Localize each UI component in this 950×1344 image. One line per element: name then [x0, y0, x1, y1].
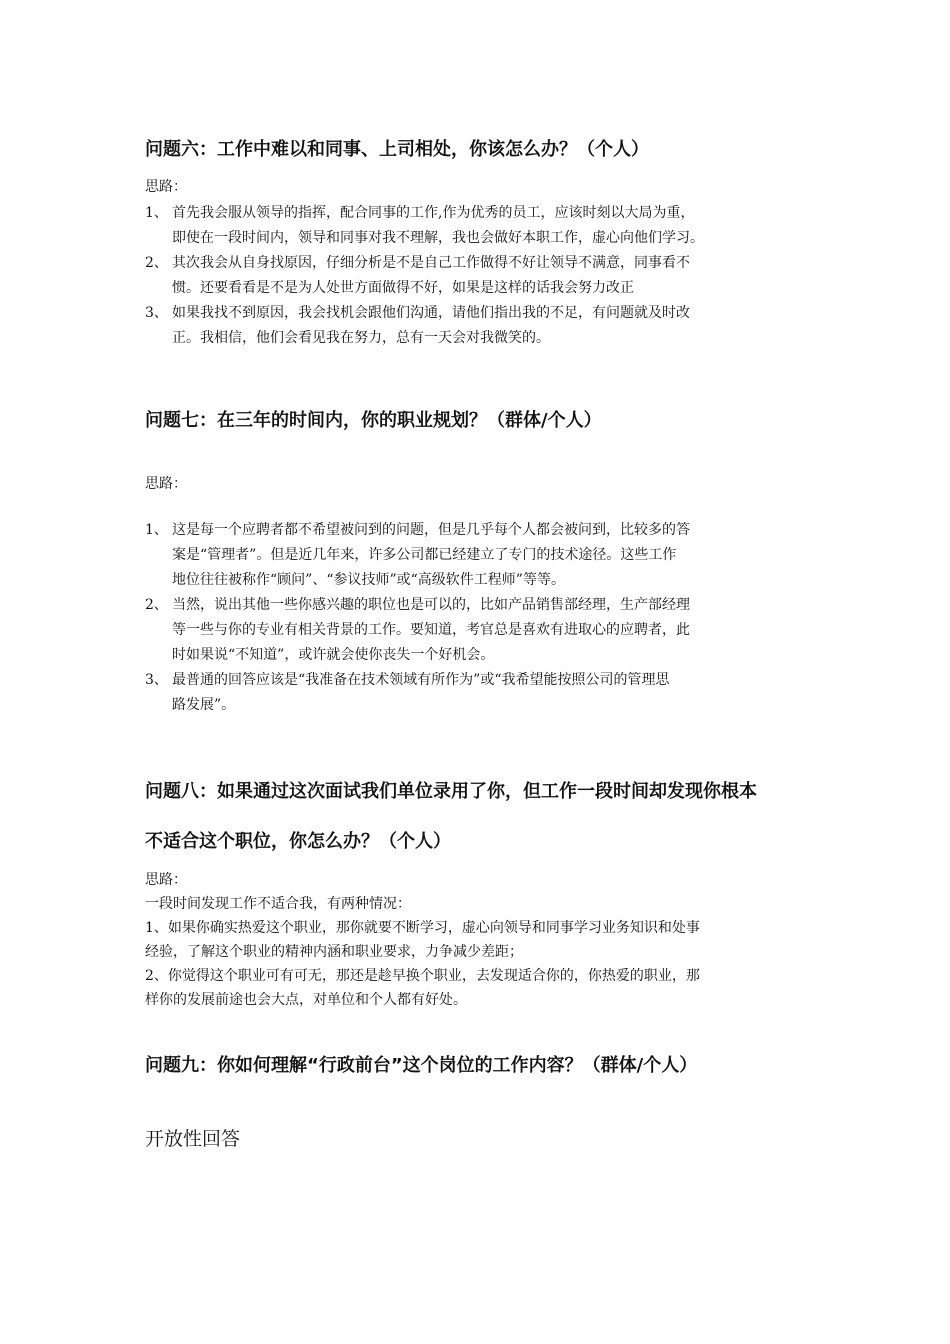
question-6-list [145, 201, 815, 351]
list-item-text: 如果我找不到原因，我会找机会跟他们沟通，请他们指出我的不足，有问题就及时改 正。我相信，他们会看见我在努力，总有一天会对我微笑的。 [172, 305, 690, 346]
list-item [145, 593, 815, 668]
list-item-number: 1、 [145, 205, 168, 221]
list-item-number: 3、 [145, 672, 168, 688]
list-item-text: 首先我会服从领导的指挥，配合同事的工作,作为优秀的员工，应该时刻以大局为重， 即使在一段时间内，领导和同事对我不理解，我也会做好本职工作，虚心向他们学习。 [172, 205, 704, 246]
list-item-text: 当然，说出其他一些你感兴趣的职位也是可以的，比如产品销售部经理，生产部经理 等一些与你的专业有相关背景的工作。要知道，考官总是喜欢有进取心的应聘者，此 时如果说“不知道”，或许就会使你丧失一个好机会。 [172, 597, 690, 663]
question-7-title: 问题七：在三年的时间内，你的职业规划？（群体/个人） [145, 410, 602, 431]
list-item-text: 最普通的回答应该是“我准备在技术领域有所作为”或“我希望能按照公司的管理思 路发展”。 [172, 672, 670, 713]
list-item-number: 1、 [145, 522, 168, 538]
list-item-number: 2、 [145, 597, 168, 613]
question-7-label: 思路： [145, 476, 187, 492]
list-item [145, 668, 815, 718]
question-9-title: 问题九：你如何理解“行政前台”这个岗位的工作内容？（群体/个人） [145, 1055, 698, 1076]
question-8-body: 思路： 一段时间发现工作不适合我，有两种情况： 1、如果你确实热爱这个职业，那你就要不断学习，虚心向领导和同事学习业务知识和处事 经验，了解这个职业的精神内涵和职业要求，力争减少差距； 2、你觉得这个职业可有可无，那还是趁早换个职业，去发现适合你的，你热爱的职业，那 样你的发展前途也会大点，对单位和个人都有好处。 [145, 872, 700, 1008]
list-item-number: 3、 [145, 305, 168, 321]
list-item-text: 这是每一个应聘者都不希望被问到的问题，但是几乎每个人都会被问到，比较多的答 案是“管理者”。但是近几年来，许多公司都已经建立了专门的技术途径。这些工作 地位往往被称作“顾问”、“参议技师”或“高级软件工程师”等等。 [172, 522, 690, 588]
list-item [145, 251, 815, 301]
question-6-title: 问题六：工作中难以和同事、上司相处，你该怎么办？（个人） [145, 139, 649, 160]
list-item [145, 518, 815, 593]
question-6-label: 思路： [145, 179, 187, 195]
list-item-text: 其次我会从自身找原因，仔细分析是不是自己工作做得不好让领导不满意，同事看不 惯。还要看看是不是为人处世方面做得不好，如果是这样的话我会努力改正 [172, 255, 690, 296]
list-item-number: 2、 [145, 255, 168, 271]
question-8-title-line-1: 问题八：如果通过这次面试我们单位录用了你，但工作一段时间却发现你根本 [145, 781, 757, 802]
question-9-answer: 开放性回答 [145, 1128, 241, 1150]
list-item [145, 201, 815, 251]
list-item [145, 301, 815, 351]
question-8-title-line-2: 不适合这个职位，你怎么办？（个人） [145, 831, 451, 852]
question-7-list [145, 518, 815, 718]
